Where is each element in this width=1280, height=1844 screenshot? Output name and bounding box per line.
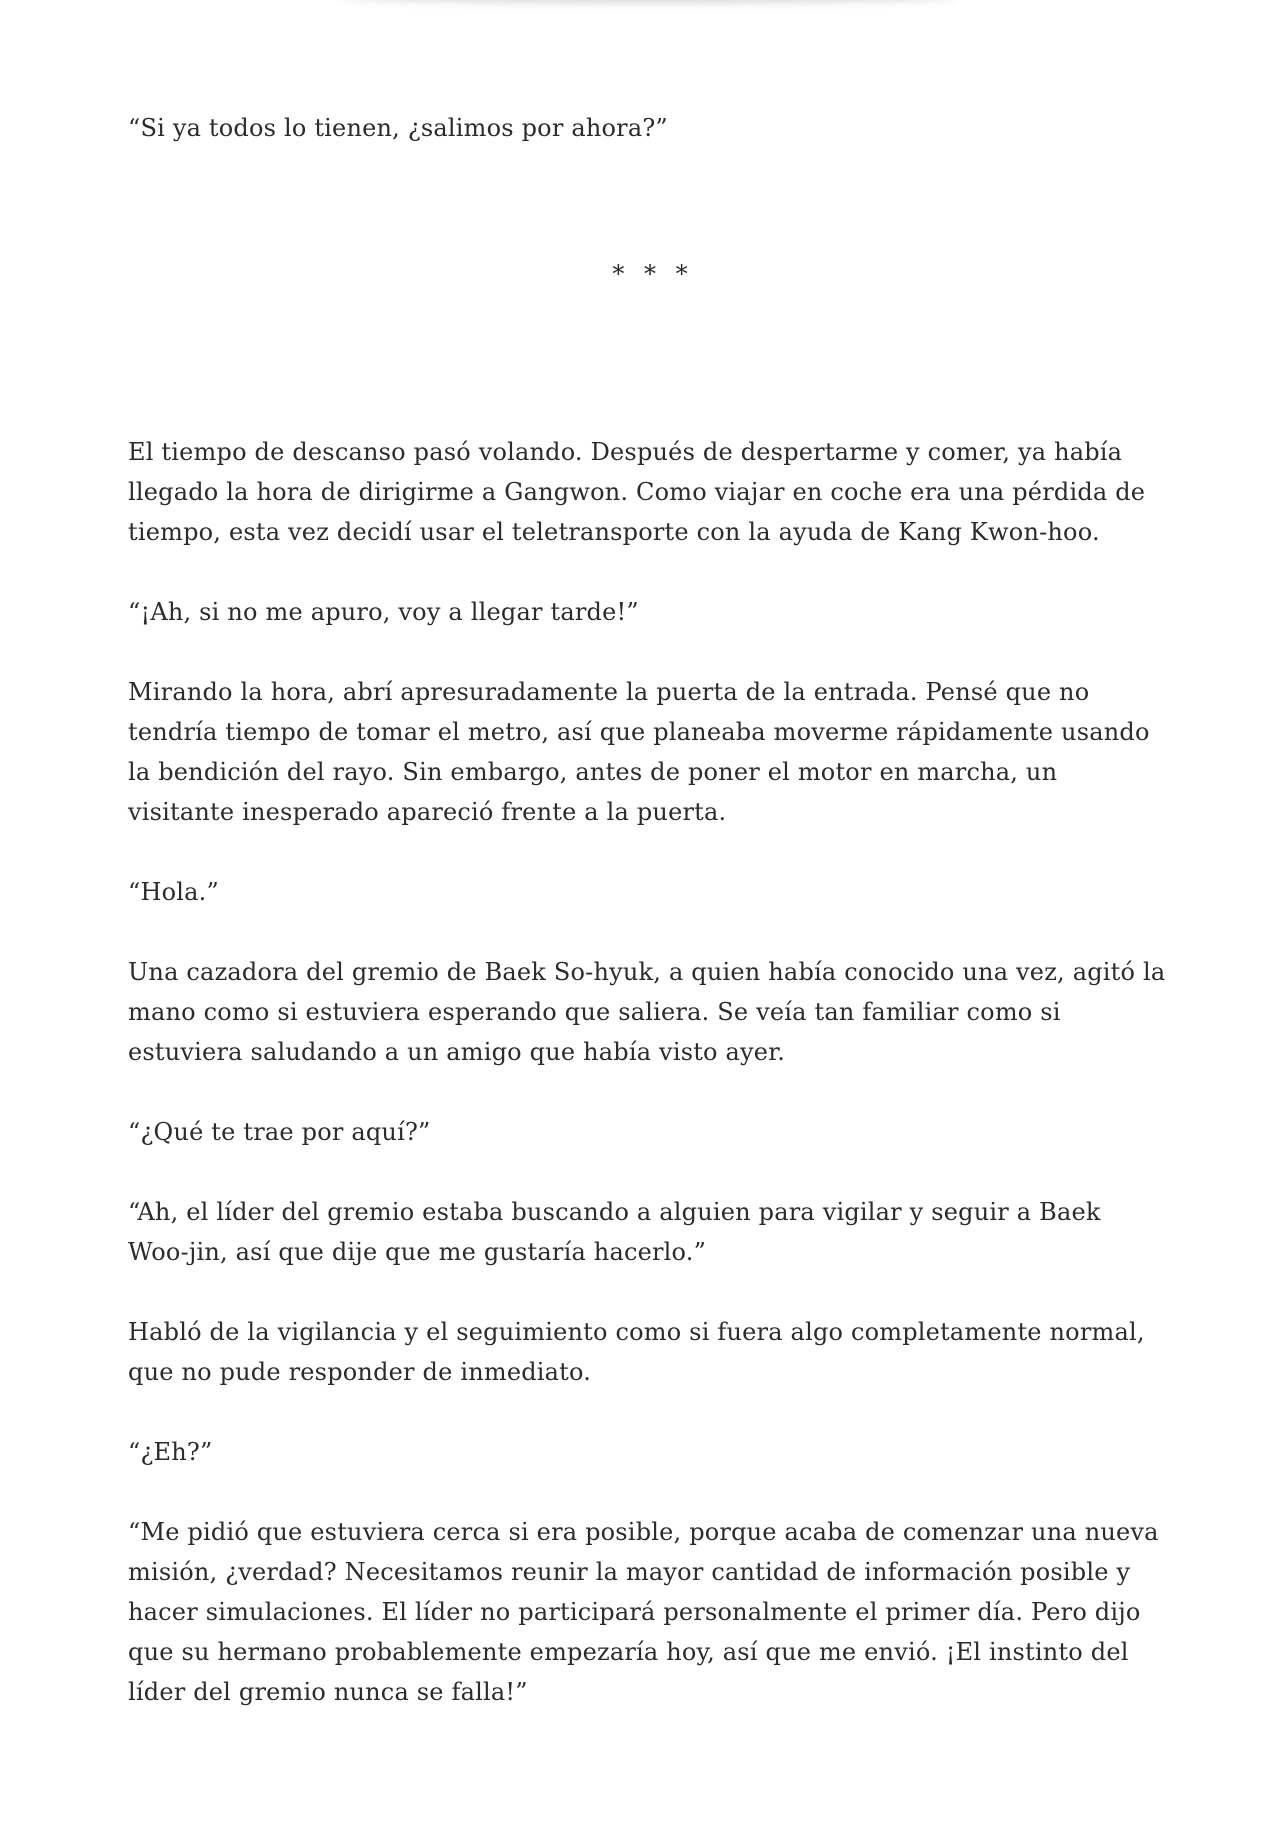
opening-dialogue: “Si ya todos lo tienen, ¿salimos por ahora?” — [128, 114, 668, 142]
scene-separator: * * * — [612, 260, 694, 288]
paragraph-7: “Ah, el líder del gremio estaba buscando a alguien para vigilar y seguir a Baek Woo-jin, así que dije que me gustaría hacerlo.” — [128, 1198, 1101, 1266]
scene-break — [128, 148, 1168, 432]
paragraph-6: “¿Qué te trae por aquí?” — [128, 1118, 431, 1146]
paragraph-8: Habló de la vigilancia y el seguimiento como si fuera algo completamente normal, que no pude responder de inmediato. — [128, 1318, 1145, 1386]
document-body — [128, 108, 1168, 1752]
paragraph-1: El tiempo de descanso pasó volando. Después de despertarme y comer, ya había llegado la hora de dirigirme a Gangwon. Como viajar en coche era una pérdida de tiempo, esta vez decidí usar el teletransporte con la ayuda de Kang Kwon-hoo. — [128, 438, 1146, 546]
paragraph-5: Una cazadora del gremio de Baek So-hyuk, a quien había conocido una vez, agitó la mano como si estuviera esperando que saliera. Se veía tan familiar como si estuviera saludando a un amigo que había visto ayer. — [128, 958, 1166, 1066]
paragraph-2: “¡Ah, si no me apuro, voy a llegar tarde!” — [128, 598, 639, 626]
paragraph-4: “Hola.” — [128, 878, 219, 906]
paragraph-9: “¿Eh?” — [128, 1438, 213, 1466]
paragraph-10: “Me pidió que estuviera cerca si era posible, porque acaba de comenzar una nueva misión, ¿verdad? Necesitamos reunir la mayor cantidad de información posible y hacer simulaciones. El líder no participará personalmente el primer día. Pero dijo que su hermano probablemente empezaría hoy, así que me envió. ¡El instinto del líder del gremio nunca se falla!” — [128, 1518, 1159, 1706]
paragraph-3: Mirando la hora, abrí apresuradamente la puerta de la entrada. Pensé que no tendría tiempo de tomar el metro, así que planeaba moverme rápidamente usando la bendición del rayo. Sin embargo, antes de poner el motor en marcha, un visitante inesperado apareció frente a la puerta. — [128, 678, 1150, 826]
